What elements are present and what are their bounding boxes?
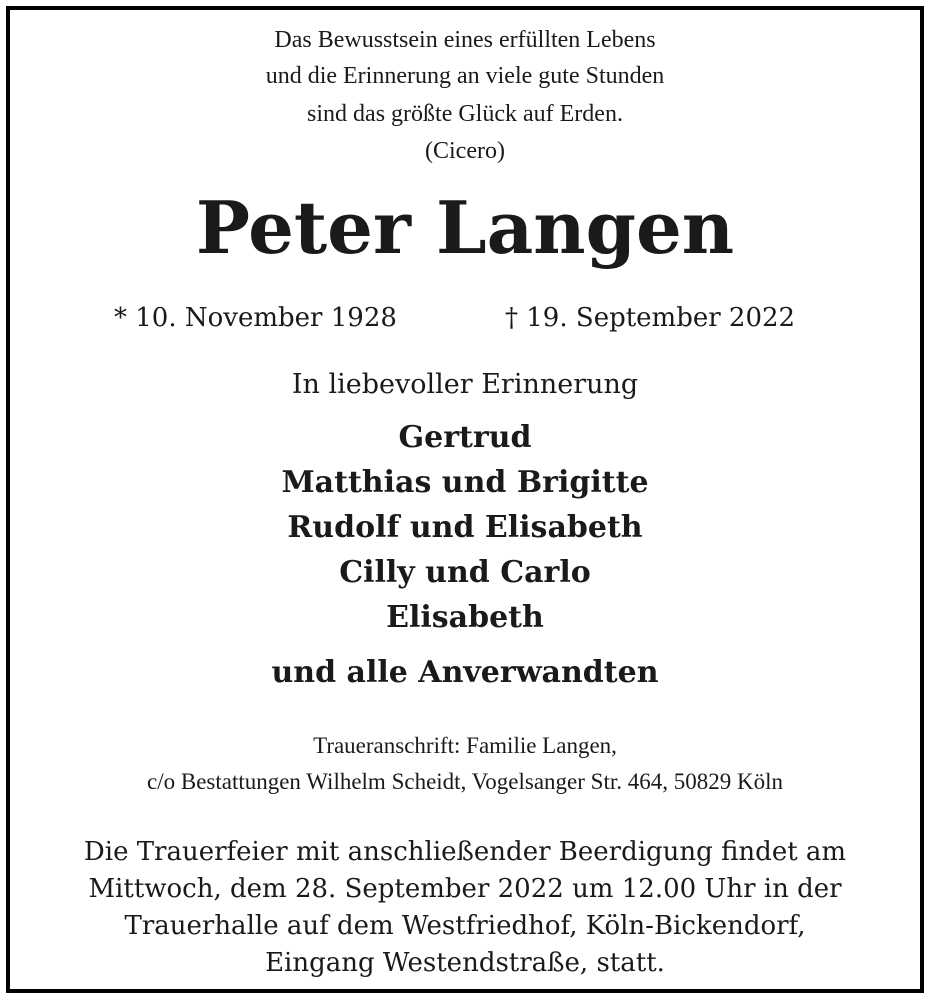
quote-line-2: und die Erinnerung an viele gute Stunden [265, 63, 665, 89]
quote-author: (Cicero) [425, 138, 505, 164]
relatives-line: und alle Anverwandten [271, 655, 659, 690]
deceased-name: Peter Langen [195, 185, 735, 270]
memorial-heading: In liebevoller Erinnerung [291, 369, 639, 400]
address-line-2: c/o Bestattungen Wilhelm Scheidt, Vogelsanger Str. 464, 50829 Köln [147, 769, 783, 794]
mourner-name: Gertrud [398, 420, 532, 455]
address-line-1: Traueranschrift: Familie Langen, [313, 733, 617, 758]
birth-date: * 10. November 1928 [114, 303, 397, 333]
service-line-1: Die Trauerfeier mit anschließender Beerdigung findet am [83, 837, 847, 867]
service-line-4: Eingang Westendstraße, statt. [265, 948, 665, 978]
service-line-2: Mittwoch, dem 28. September 2022 um 12.00 Uhr in der [88, 874, 842, 904]
mourner-name: Matthias und Brigitte [281, 465, 649, 500]
death-date: † 19. September 2022 [505, 303, 796, 333]
service-line-3: Trauerhalle auf dem Westfriedhof, Köln-Bickendorf, [124, 911, 806, 941]
mourner-name: Rudolf und Elisabeth [287, 510, 643, 545]
quote-line-1: Das Bewusstsein eines erfüllten Lebens [274, 27, 656, 53]
quote-line-3: sind das größte Glück auf Erden. [307, 101, 623, 127]
mourner-name: Cilly und Carlo [339, 555, 591, 590]
mourner-name: Elisabeth [386, 600, 544, 635]
